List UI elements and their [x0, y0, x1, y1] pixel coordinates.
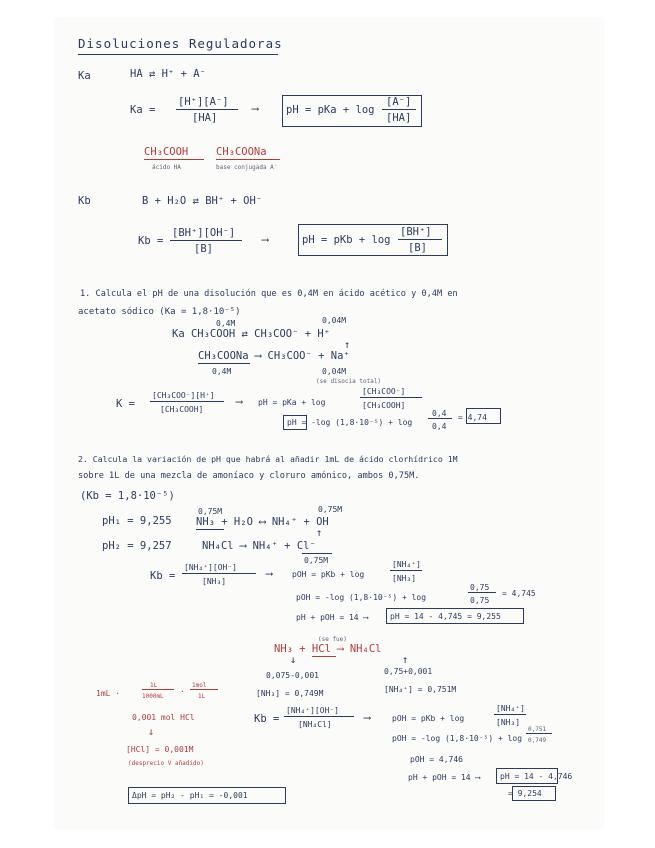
up-arrow-2: ↑ [316, 527, 323, 539]
p2-poh2-value: = 4,745 [502, 589, 536, 598]
p1-k-bar [150, 401, 224, 402]
p2-conc-3: 0,75M [304, 556, 329, 565]
arrow-5: ⟶ [364, 712, 371, 724]
hcl-reaction: NH₃ + HCl ⟶ NH₄Cl [274, 643, 382, 655]
dissociation-note: (se disocia total) [316, 378, 382, 385]
p1-result-value: = 4,74 [458, 413, 487, 422]
hcl-concentration: [HCl] = 0,001M [126, 745, 194, 754]
conc-top-1: 0,4M [216, 319, 236, 328]
p1-ph-numerator: [CH₃COO⁻] [362, 387, 406, 396]
nh4-concentration: [NH₄⁺] = 0,751M [384, 685, 457, 694]
example-base-underline [216, 159, 280, 160]
arrow-4: ⟶ [266, 568, 273, 580]
p1-ph-lhs: pH = pKa + log [258, 398, 326, 407]
p2-kb-numerator: [NH₄⁺][OH⁻] [184, 563, 237, 572]
p2-poh-denominator: [NH₃] [392, 574, 417, 583]
ph2-value: pH₂ = 9,257 [102, 540, 172, 552]
conversion-dot: · [180, 687, 185, 696]
p1-k-denominator: [CH₃COOH] [160, 405, 204, 414]
p2-poh3-bar [494, 714, 526, 715]
delta-ph: ΔpH = pH₂ - pH₁ = -0,001 [132, 791, 248, 800]
problem-1-statement: 1. Calcula el pH de una disolución que es 0,4M en ácido acético y 0,4M en [80, 289, 458, 299]
p2-sum-1-result: pH = 14 - 4,745 = 9,255 [390, 612, 501, 621]
ph-base-numerator: [BH⁺] [400, 226, 432, 238]
kb-label: Kb [78, 195, 91, 207]
p2-poh-numerator: [NH₄⁺] [392, 560, 421, 569]
p1-equilibrium: Ka CH₃COOH ⇄ CH₃COO⁻ + H⁺ [172, 328, 331, 340]
example-acid-note: ácido HA [152, 164, 181, 171]
p1-result-box [466, 408, 501, 424]
example-acid: CH₃COOH [144, 146, 189, 158]
p2-poh4-bar [526, 733, 552, 734]
ph-acid-denominator: [HA] [386, 112, 412, 124]
p2-poh4-numerator: 0,751 [528, 726, 547, 733]
p2-sum-2-value: pH = 14 - 4,746 [500, 772, 573, 781]
conversion-den-1: 1000mL [142, 693, 164, 700]
problem-1-statement-2: acetato sódico (Ka = 1,8·10⁻⁵) [78, 307, 241, 317]
title-underline [78, 54, 278, 55]
p1-result-numerator: 0,4 [432, 409, 447, 418]
p1-k-lhs: K = [116, 398, 135, 410]
conc-top-2: 0,04M [322, 316, 347, 325]
p1-result-bar [428, 418, 452, 419]
p2-poh2-bar [468, 592, 496, 593]
problem-2-statement-2: sobre 1L de una mezcla de amoníaco y cloruro amónico, ambos 0,75M. [78, 471, 420, 481]
conversion-den-2: 1L [198, 693, 206, 700]
p2-poh4-lhs: pOH = -log (1,8·10⁻⁵) + log [392, 734, 523, 743]
ka-denominator: [HA] [192, 112, 218, 124]
ka-label: Ka [78, 70, 91, 82]
conversion-start: 1mL · [96, 689, 121, 698]
p2-kb-lhs: Kb = [150, 570, 176, 582]
p2-poh3-numerator: [NH₄⁺] [496, 704, 525, 713]
conversion-bar-2 [190, 689, 218, 690]
down-arrow: ↓ [290, 654, 297, 666]
conc-bottom-2: 0,04M [322, 367, 347, 376]
p2-kb: (Kb = 1,8·10⁻⁵) [80, 490, 175, 502]
nh3-conc-calc: 0,075-0,001 [266, 671, 319, 680]
ka-lhs: Ka = [130, 104, 156, 116]
p2-poh3-lhs: pOH = pKb + log [392, 714, 465, 723]
ph-acid-lhs: pH = pKa + log [286, 104, 375, 116]
p1-ph-bar [360, 397, 422, 398]
p1-result-denominator: 0,4 [432, 422, 447, 431]
p2-poh2-numerator: 0,75 [470, 583, 490, 592]
reaction-note: (se fue) [318, 636, 347, 643]
example-acid-underline [144, 159, 204, 160]
conversion-num-2: 1mol [192, 682, 207, 689]
example-base-note: base conjugada A⁻ [216, 164, 278, 171]
nh4-conc-calc: 0,75+0,001 [384, 667, 433, 676]
hcl-underline [312, 656, 336, 657]
ph-base-bar [398, 239, 442, 240]
hcl-note: (desprecio V añadido) [128, 760, 204, 767]
p2-poh2-lhs: pOH = -log (1,8·10⁻⁵) + log [296, 593, 427, 602]
ka-fraction-bar [176, 109, 238, 110]
ph-acid-bar [382, 109, 416, 110]
arrow-2: ⟶ [262, 234, 269, 246]
nh3-concentration: [NH₃] = 0,749M [256, 689, 324, 698]
kb-lhs: Kb = [138, 235, 164, 247]
p1-dissociation: CH₃COONa ⟶ CH₃COO⁻ + Na⁺ [198, 350, 350, 362]
p2-poh4-denominator: 0,749 [528, 737, 547, 744]
p2-kb2-numerator: [NH₄⁺][OH⁻] [286, 706, 339, 715]
p1-result-lhs: pH = -log (1,8·10⁻⁵) + log [287, 418, 413, 427]
conversion-num-1: 1L [150, 682, 158, 689]
hcl-moles: 0,001 mol HCl [132, 713, 195, 722]
p2-sum-2: pH + pOH = 14 ⟶ [408, 773, 481, 782]
p2-kb-bar [182, 573, 256, 574]
arrow-3: ⟶ [236, 396, 243, 408]
p2-kb-denominator: [NH₃] [202, 577, 227, 586]
ph-base-lhs: pH = pKb + log [302, 234, 391, 246]
p2-dissociation: NH₄Cl ⟶ NH₄⁺ + Cl⁻ [202, 540, 316, 552]
p2-nh3-underline [196, 529, 224, 530]
p2-conc-2: 0,75M [318, 505, 343, 514]
kb-numerator: [BH⁺][OH⁻] [172, 227, 236, 239]
p2-kb2-denominator: [NH₄Cl] [298, 720, 332, 729]
arrow-1: ⟶ [252, 103, 259, 115]
conc-bottom-1: 0,4M [212, 367, 232, 376]
p2-poh3-denominator: [NH₃] [496, 718, 521, 727]
down-arrow-2: ↓ [148, 726, 155, 738]
acid-reaction: HA ⇄ H⁺ + A⁻ [130, 68, 206, 80]
example-base: CH₃COONa [216, 146, 267, 158]
p1-k-numerator: [CH₃COO⁻][H⁺] [152, 391, 215, 400]
ph1-value: pH₁ = 9,255 [102, 515, 172, 527]
p2-sum-2-result: = 9,254 [508, 789, 542, 798]
p1-ph-denominator: [CH₃COOH] [362, 401, 406, 410]
p2-poh-lhs: pOH = pKb + log [292, 570, 365, 579]
p2-poh2-denominator: 0,75 [470, 596, 490, 605]
p1-salt-underline [198, 363, 250, 364]
kb-denominator: [B] [194, 243, 213, 255]
up-arrow-1: ↑ [344, 339, 351, 351]
conversion-bar-1 [142, 689, 174, 690]
ph-acid-numerator: [A⁻] [386, 96, 412, 108]
p2-conc-1: 0,75M [198, 507, 223, 516]
p2-poh5: pOH = 4,746 [410, 755, 463, 764]
problem-2-statement: 2. Calcula la variación de pH que habrá al añadir 1mL de ácido clorhídrico 1M [78, 454, 458, 464]
p2-equilibrium: NH₃ + H₂O ⟷ NH₄⁺ + OH [196, 516, 329, 528]
base-reaction: B + H₂O ⇄ BH⁺ + OH⁻ [142, 195, 263, 207]
p2-kb2-lhs: Kb = [254, 713, 280, 725]
p2-kb2-bar [284, 716, 354, 717]
ph-base-denominator: [B] [408, 242, 427, 254]
up-arrow-3: ↑ [402, 654, 409, 666]
p2-poh-bar [390, 570, 422, 571]
p2-nh4-underline [302, 553, 332, 554]
kb-fraction-bar [170, 240, 242, 241]
p2-sum-1: pH + pOH = 14 ⟶ [296, 613, 369, 622]
page-title: Disoluciones Reguladoras [78, 36, 283, 51]
ka-numerator: [H⁺][A⁻] [178, 96, 229, 108]
